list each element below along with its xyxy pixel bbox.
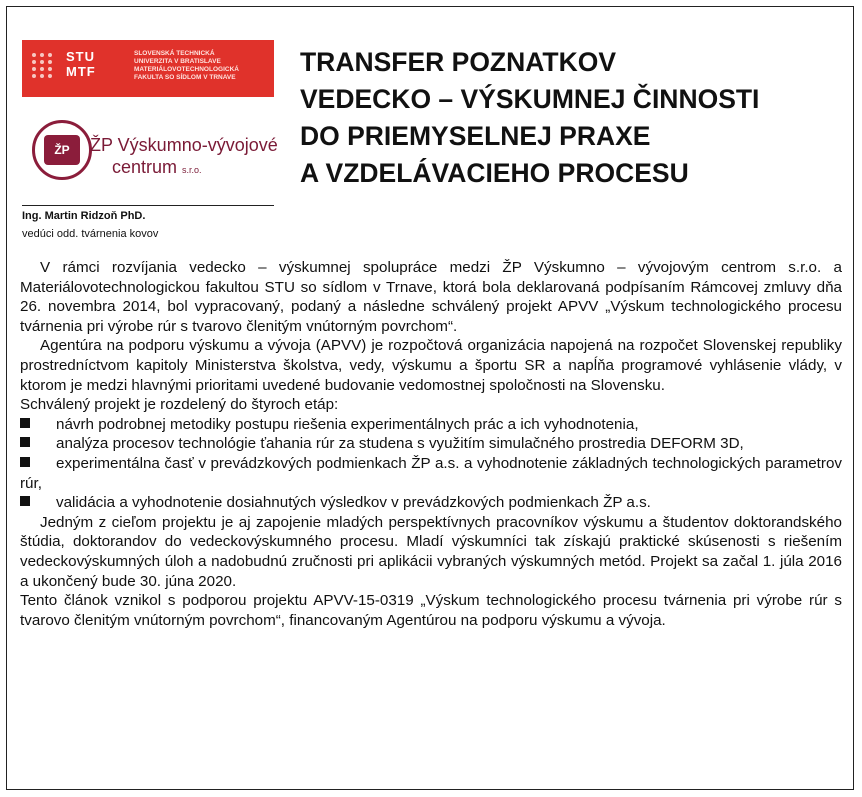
paragraph-intro: V rámci rozvíjania vedecko – výskumnej spolupráce medzi ŽP Výskumno – vývojovým centrom s.r.o. a Materiálovotechnologickou fakultou STU so sídlom v Trnave, ktorá bola deklarovaná podpísaním Rámcovej zmluvy dňa 26. novembra 2014, bol vypracovaný, podaný a následne schválený projekt APVV „Výskum technologického procesu tvárnenia pri výrobe rúr s tvarovo členitým vnútorným povrchom“. — [20, 259, 842, 335]
list-item: návrh podrobnej metodiky postupu riešenia experimentálnych prác a ich vyhodnotenia, — [20, 415, 842, 435]
author-divider — [22, 205, 274, 206]
zp-logo-name: ŽP Výskumno-vývojové — [90, 135, 278, 155]
list-item: validácia a vyhodnotenie dosiahnutých výsledkov v prevádzkových podmienkach ŽP a.s. — [20, 493, 842, 513]
title-line: VEDECKO – VÝSKUMNEJ ČINNOSTI — [300, 84, 760, 114]
list-item: analýza procesov technológie ťahania rúr za studena s využitím simulačného prostredia DEFORM 3D, — [20, 434, 842, 454]
stu-mtf-logo — [22, 40, 274, 97]
zp-vvc-logo — [22, 110, 278, 190]
square-bullet-icon — [20, 418, 30, 428]
stu-abbreviation: STU MTF — [66, 49, 96, 79]
paragraph-apvv: Agentúra na podporu výskumu a vývoja (APVV) je rozpočtová organizácia napojená na rozpočet Slovenskej republiky prostredníctvom kapitoly Ministerstva školstva, vedy, výskumu a športu SR a napĺňa programové vyhlásenie vlády, v ktorom je medzi hlavnými prioritami uvedené budovanie vedomostnej spoločnosti na Slovensku. — [20, 337, 842, 394]
article-title — [300, 44, 840, 192]
zp-logo-subname: centrum s.r.o. — [112, 157, 202, 177]
paragraph-acknowledgement: Tento článok vznikol s podporou projektu APVV-15-0319 „Výskum technologického procesu tvárnenia pri výrobe rúr s tvarovo členitým vnútorným povrchom“, financovaným Agentúrou na podporu výskumu a vývoja. — [20, 592, 842, 629]
list-item: experimentálna časť v prevádzkových podmienkach ŽP a.s. a vyhodnotenie základných technologických parametrov rúr, — [20, 454, 842, 492]
title-line: TRANSFER POZNATKOV — [300, 47, 617, 77]
zp-emblem-icon: ŽP — [32, 120, 92, 180]
article-body — [20, 258, 842, 630]
stu-dots-icon — [32, 53, 53, 78]
author-name: Ing. Martin Ridzoň PhD. — [22, 210, 146, 222]
title-line: DO PRIEMYSELNEJ PRAXE — [300, 121, 651, 151]
square-bullet-icon — [20, 496, 30, 506]
square-bullet-icon — [20, 457, 30, 467]
paragraph-goals: Jedným z cieľom projektu je aj zapojenie mladých perspektívnych pracovníkov výskumu a študentov doktorandského štúdia, doktorandov do vedeckovýskumného procesu. Mladí výskumníci tak získajú praktické skúsenosti s riešením vedeckovýskumných úloh a nadobudnú zručnosti pri aplikácii vybraných výskumných metód. Projekt sa začal 1. júla 2016 a ukončený bude 30. júna 2020. — [20, 513, 842, 590]
paragraph-stages-heading: Schválený projekt je rozdelený do štyroch etáp: — [20, 396, 339, 414]
stu-full-name: SLOVENSKÁ TECHNICKÁ UNIVERZITA V BRATISLAVE MATERIÁLOVOTECHNOLOGICKÁ FAKULTA SO SÍDLOM V TRNAVE — [134, 50, 239, 81]
author-role: vedúci odd. tvárnenia kovov — [22, 228, 159, 240]
square-bullet-icon — [20, 437, 30, 447]
title-line: A VZDELÁVACIEHO PROCESU — [300, 158, 689, 188]
